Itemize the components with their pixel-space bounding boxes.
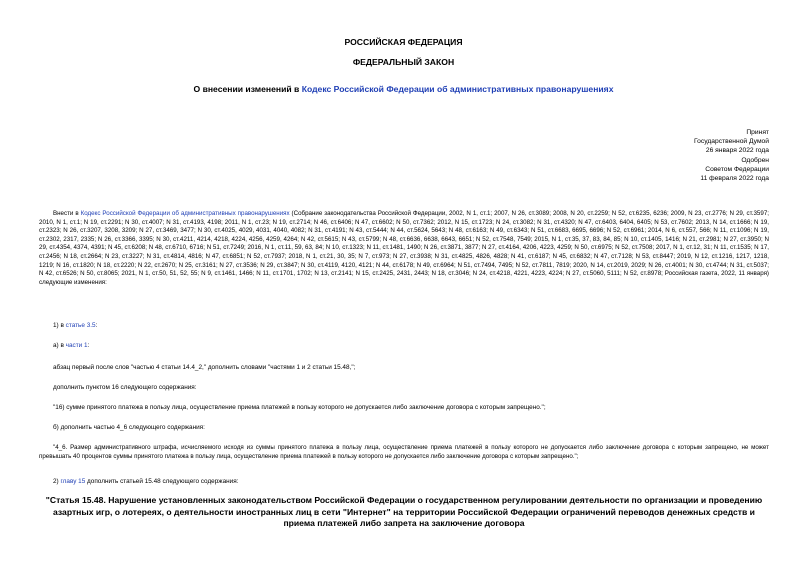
part-4-6-text: "4_6. Размер административного штрафа, исчисляемого исходя из суммы принятого платежа в пользу лица, осуществление приема платежей в пользу которого не допускается либо заключение договора с которым запрещено, не может превышать 40 процентов суммы принятого платежа в пользу лица, осуществление приема платежей в пользу которого не допускается либо заключение договора с которым запрещено.";: [39, 444, 769, 460]
item-a-suffix: :: [87, 342, 90, 349]
paragraph-add-point-16: дополнить пунктом 16 следующего содержания:: [53, 384, 197, 391]
item-2-suffix: дополнить статьей 15.48 следующего содержания:: [85, 478, 239, 485]
law-title: [0, 84, 807, 94]
item-2-prefix: 2): [53, 478, 61, 485]
article-15-48-title: "Статья 15.48. Нарушение установленных законодательством Российской Федерации о государственном регулировании деятельности по организации и проведению азартных игр, о лотереях, о деятельности иностранных лиц в сети "Интернет" на территории Российской Федерации ограничений переводов денежных средств и приема платежей либо запрета на заключение договора: [45, 495, 763, 528]
intro-prefix: Внести в: [53, 210, 81, 217]
part-1-link[interactable]: части 1: [65, 342, 88, 349]
approval-line: Советом Федерации: [705, 165, 769, 173]
approval-date: 11 февраля 2022 года: [700, 175, 769, 183]
code-link-title[interactable]: Кодекс Российской Федерации об административных правонарушениях: [301, 84, 614, 94]
law-type-heading: ФЕДЕРАЛЬНЫЙ ЗАКОН: [352, 57, 455, 67]
paragraph-first-amendment: абзац первый после слов "частью 4 статьи 14.4_2," дополнить словами "частями 1 и 2 статьи 15.48,";: [53, 364, 356, 371]
adoption-date: 26 января 2022 года: [705, 147, 769, 155]
country-heading: РОССИЙСКАЯ ФЕДЕРАЦИЯ: [344, 37, 463, 47]
item-1: [53, 322, 97, 330]
code-link-intro[interactable]: Кодекс Российской Федерации об административных правонарушениях: [80, 210, 290, 217]
intro-paragraph: [39, 210, 769, 287]
adoption-line: Государственной Думой: [694, 138, 769, 146]
item-1-suffix: :: [95, 322, 98, 329]
item-a-prefix: а) в: [53, 342, 66, 349]
law-title-prefix: О внесении изменений в: [193, 84, 302, 94]
approval-line: Одобрен: [741, 156, 769, 164]
intro-text: (Собрание законодательства Российской Федерации, 2002, N 1, ст.1; 2007, N 26, ст.3089; 2008, N 20, ст.2259; N 52, ст.6235, 6236; 2009, N 23, ст.2776; N 29, ст.3597; 2010, N 1, ст.1; N 19, ст.2291; N 30, ст.4007; N 31, ст.4193, 4198; 2011, N 1, ст.23; N 19, ст.2714; N 46, ст.6406; N 47, ст.6602; N 50, ст.7362; 2012, N 15, ст.1723; N 24, ст.3082; N 31, ст.4320; N 47, ст.6403, 6404, 6405; N 53, ст.7602; 2013, N 14, ст.1666; N 19, ст.2323; N 26, ст.3207, 3208, 3209; N 27, ст.3469, 3477; N 30, ст.4025, 4029, 4031, 4040, 4082; N 31, ст.4191; N 43, ст.5444; N 44, ст.5624, 5643; N 48, ст.6163; N 49, ст.6343; N 51, ст.6683, 6695, 6696; N 52, ст.6961; 2014, N 6, ст.557, 566; N 11, ст.1096; N 19, ст.2302, 2317, 2335; N 26, ст.3366, 3395; N 30, ст.4211, 4214, 4218, 4224, 4256, 4259, 4264; N 42, ст.5615; N 43, ст.5799; N 48, ст.6636, 6638, 6643, 6651; N 52, ст.7548, 7549; 2015, N 1, ст.35, 37, 83, 84, 85; N 10, ст.1405, 1416; N 21, ст.2981; N 27, ст.3950; N 29, ст.4354, 4374, 4391; N 45, ст.6208; N 48, ст.6710, 6716; N 51, ст.7249; 2016, N 1, ст.11, 59, 63, 84; N 10, ст.1323; N 11, ст.1481, 1490; N 26, ст.3871, 3877; N 27, ст.4164, 4206, 4223, 4259; N 50, ст.6975; N 52, ст.7508; 2017, N 1, ст.12, 31; N 11, ст.1535; N 17, ст.2456; N 18, ст.2664; N 23, ст.3227; N 31, ст.4814, 4816; N 47, ст.6851; N 52, ст.7937; 2018, N 1, ст.21, 30, 35; N 7, ст.973; N 27, ст.3938; N 31, ст.4825, 4826, 4828; N 41, ст.6187; N 45, ст.6832; N 47, ст.7128; N 53, ст.8447; 2019, N 12, ст.1216, 1217, 1218, 1219; N 16, ст.1820; N 18, ст.2220; N 22, ст.2670; N 25, ст.3161; N 27, ст.3536; N 29, ст.3847; N 30, ст.4119, 4120, 4121; N 44, ст.6178; N 49, ст.6964; N 51, ст.7494, 7495; N 52, ст.7811, 7819; 2020, N 14, ст.2019, 2029; N 26, ст.4001; N 30, ст.4744; N 31, ст.5037; N 42, ст.6526; N 50, ст.8065; 2021, N 1, ст.50, 51, 52, 55; N 9, ст.1461, 1466; N 11, ст.1701, 1702; N 13, ст.2141; N 15, ст.2425, 2431, 2443; N 18, ст.3046; N 24, ст.4218, 4221, 4223, 4224; N 27, ст.5060, 5111; N 52, ст.8978; Российская газета, 2022, 11 января) следующие изменения:: [39, 210, 769, 286]
point-16-text: "16) сумме принятого платежа в пользу лица, осуществление приема платежей в пользу которого не допускается либо заключение договора с которым запрещено.";: [53, 404, 546, 411]
item-b: б) дополнить частью 4_6 следующего содержания:: [53, 424, 205, 431]
adoption-block: [694, 128, 769, 183]
article-3-5-link[interactable]: статье 3.5: [65, 322, 96, 329]
item-a: [53, 342, 89, 350]
item-1-prefix: 1) в: [53, 322, 66, 329]
item-2: [53, 478, 238, 486]
adoption-line: Принят: [746, 129, 769, 136]
chapter-15-link[interactable]: главу 15: [60, 478, 86, 485]
